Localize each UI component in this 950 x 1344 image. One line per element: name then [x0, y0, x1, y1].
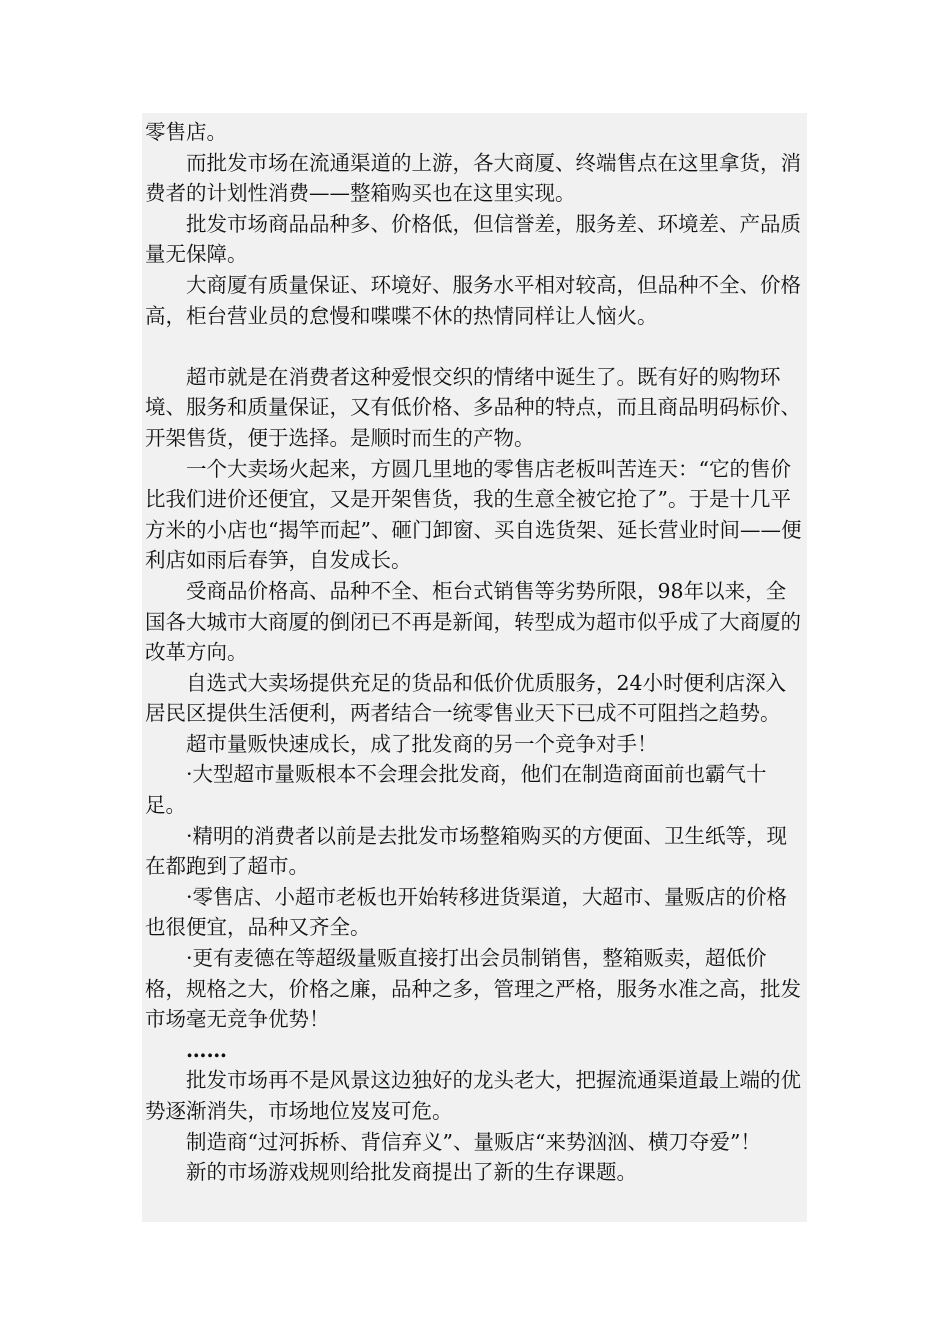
paragraph: 制造商“过河拆桥、背信弃义”、量贩店“来势汹汹、横刀夺爱”！	[186, 1129, 761, 1154]
document-body	[142, 113, 807, 1222]
paragraph: 超市就是在消费者这种爱恨交织的情绪中诞生了。既有好的购物环境、服务和质量保证，又有低价格、多品种的特点，而且商品明码标价、开架售货，便于选择。是顺时而生的产物。	[145, 364, 801, 450]
paragraph: ·精明的消费者以前是去批发市场整箱购买的方便面、卫生纸等，现在都跑到了超市。	[145, 823, 788, 879]
paragraph: 超市量贩快速成长，成了批发商的另一个竞争对手！	[186, 731, 658, 756]
paragraph: 大商厦有质量保证、环境好、服务水平相对较高，但品种不全、价格高，柜台营业员的怠慢和喋喋不休的热情同样让人恼火。	[145, 272, 801, 328]
ellipsis-line: ……	[186, 1037, 227, 1062]
paragraph: 受商品价格高、品种不全、柜台式销售等劣势所限，98年以来，全国各大城市大商厦的倒闭已不再是新闻，转型成为超市似乎成了大商厦的改革方向。	[145, 578, 801, 665]
paragraph: 一个大卖场火起来，方圆几里地的零售店老板叫苦连天：“它的售价比我们进价还便宜，又是开架售货，我的生意全被它抢了”。于是十几平方米的小店也“揭竿而起”、砸门卸窗、买自选货架、延长营业时间——便利店如雨后春笋，自发成长。	[145, 456, 802, 573]
paragraph: ·更有麦德在等超级量贩直接打出会员制销售，整箱贩卖，超低价格，规格之大，价格之廉，品种之多，管理之严格，服务水准之高，批发市场毫无竞争优势！	[145, 946, 801, 1032]
paragraph: 自选式大卖场提供充足的货品和低价优质服务，24小时便利店深入居民区提供生活便利，两者结合一统零售业天下已成不可阻挡之趋势。	[145, 670, 787, 726]
blank-line	[145, 331, 804, 362]
paragraph: 新的市场游戏规则给批发商提出了新的生存课题。	[186, 1160, 637, 1185]
paragraph: 批发市场商品品种多、价格低，但信誉差，服务差、环境差、产品质量无保障。	[145, 211, 801, 267]
paragraph: ·大型超市量贩根本不会理会批发商，他们在制造商面前也霸气十足。	[145, 762, 767, 818]
paragraph: 批发市场再不是风景这边独好的龙头老大，把握流通渠道最上端的优势逐渐消失，市场地位岌岌可危。	[145, 1068, 801, 1123]
paragraph: 而批发市场在流通渠道的上游，各大商厦、终端售点在这里拿货，消费者的计划性消费——整箱购买也在这里实现。	[145, 150, 801, 206]
paragraph: 零售店。	[145, 120, 227, 144]
paragraph: ·零售店、小超市老板也开始转移进货渠道，大超市、量贩店的价格也很便宜，品种又齐全。	[145, 884, 788, 940]
